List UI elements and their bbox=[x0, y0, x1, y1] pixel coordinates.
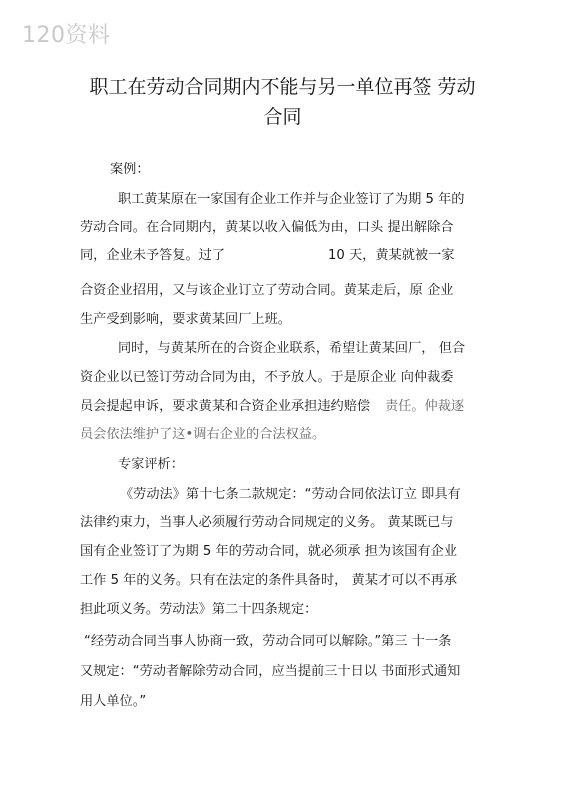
case-line: 职工黄某原在一家国有企业工作并与企业签订了为期 5 年的 bbox=[118, 192, 465, 207]
case-line: 责任。仲裁逐 bbox=[385, 399, 465, 414]
expert-line: 工作 5 年的义务。只有在法定的条件具备时， 黄某才可以不再承 bbox=[80, 573, 458, 588]
case-heading: 案例： bbox=[110, 162, 150, 177]
expert-line: 又规定：“劳动者解除劳动合同，应当提前三十日以 书面形式通知 bbox=[80, 664, 461, 679]
case-line: 员会提起申诉，要求黄某和合资企业承担违约赔偿 bbox=[80, 399, 371, 414]
document-title bbox=[70, 72, 495, 132]
expert-heading: 专家评析： bbox=[118, 457, 184, 472]
case-line: 生产受到影响，要求黄某回厂上班。 bbox=[80, 312, 291, 327]
case-line: 员会依法维护了这•调右企业的合法权益。 bbox=[80, 427, 326, 442]
case-line: 合资企业招用，又与该企业订立了劳动合同。黄某走后，原 企业 bbox=[80, 283, 454, 298]
case-line: 同，企业未予答复。过了 bbox=[80, 248, 226, 263]
case-line: 同时，与黄某所在的合资企业联系，希望让黄某回厂， 但合 bbox=[118, 341, 466, 356]
title-line-1: 职工在劳动合同期内不能与另一单位再签 劳动 bbox=[89, 76, 476, 98]
case-line: 劳动合同。在合同期内，黄某以收入偏低为由，口头 提出解除合 bbox=[80, 220, 454, 235]
expert-line: 《劳动法》第十七条二款规定：“劳动合同依法订立 即具有 bbox=[120, 487, 461, 502]
expert-line: 国有企业签订了为期 5 年的劳动合同，就必须承 担为该国有企业 bbox=[80, 544, 458, 559]
expert-line: 用人单位。” bbox=[80, 694, 147, 709]
expert-line: “经劳动合同当事人协商一致，劳动合同可以解除。”第三 十一条 bbox=[84, 634, 452, 649]
watermark: 120资料 bbox=[22, 23, 111, 48]
case-line: 资企业以已签订劳动合同为由，不予放人。于是原企业 向仲裁委 bbox=[80, 370, 454, 385]
title-line-2: 合同 bbox=[263, 106, 302, 128]
expert-line: 担此项义务。劳动法》第二十四条规定： bbox=[80, 602, 318, 617]
case-line: 10 天，黄某就被一家 bbox=[328, 248, 455, 263]
expert-line: 法律约束力，当事人必须履行劳动合同规定的义务。 黄某既已与 bbox=[80, 515, 454, 530]
